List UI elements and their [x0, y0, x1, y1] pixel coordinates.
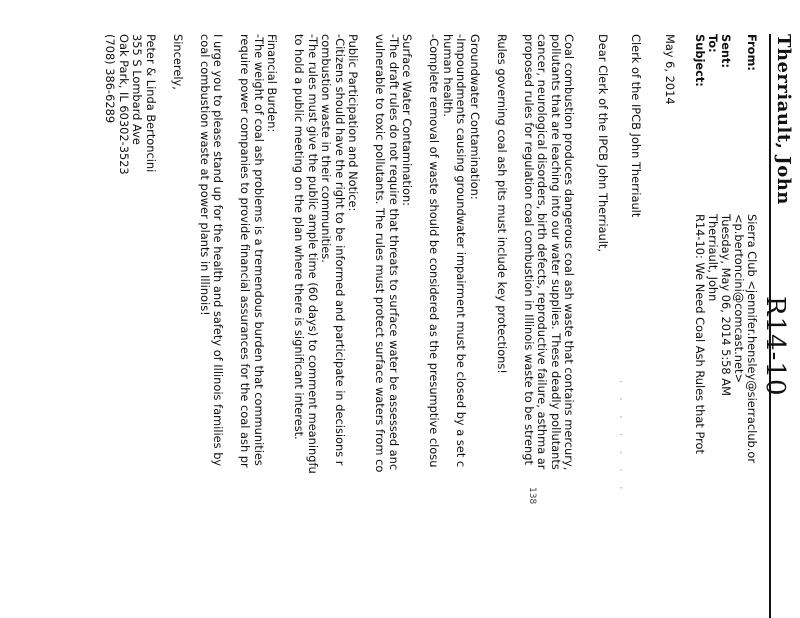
closing-line: I urge you to please stand up for the health and safety of Illinois families by [211, 34, 226, 467]
intro-line: cancer, neurological disorders, birth defects, reproductive failure, asthma ar [535, 34, 550, 470]
signoff: Sincerely, [171, 34, 185, 90]
scan-artifact-dots: · · · · · · · [615, 380, 625, 496]
from-row [745, 34, 758, 618]
financial-line: require power companies to provide financial assurances for the coal ash pr [238, 34, 253, 468]
signature-city: Oak Park, IL 60302-3523 [117, 34, 131, 175]
surface-water-line: -The draft rules do not require that threats to surface water be assessed anc [387, 34, 401, 471]
groundwater-line: -Impoundments causing groundwater impairment must be closed by a set c [454, 34, 469, 468]
subject-value: R14-10: We Need Coal Ash Rules that Prot [693, 214, 707, 454]
intro-line: Coal combustion produces dangerous coal ash waste that contains mercury, [562, 34, 577, 471]
participation-line: -Citizens should have the right to be informed and participate in decisions r [333, 34, 347, 466]
sent-label: Sent: [719, 34, 733, 69]
page-number: 138 [527, 487, 537, 505]
from-row-continued [732, 34, 745, 618]
to-row [706, 34, 719, 618]
from-label: From: [745, 34, 759, 71]
intro-line: proposed rules for regulation coal combustion in Illinois waste to be strengt [522, 34, 536, 465]
surface-water-section [373, 34, 414, 618]
letter-salutation: Dear Clerk of the IPCB John Therriault, [596, 34, 610, 252]
closing-paragraph [198, 34, 225, 618]
subject-label: Subject: [693, 34, 707, 87]
header-name: Therriault, John [773, 34, 794, 205]
financial-heading: Financial Burden: [265, 34, 280, 133]
letter-date: May 6, 2014 [663, 34, 677, 105]
intro-paragraph [522, 34, 576, 618]
document-number: R14-10 [760, 296, 790, 397]
groundwater-line: -Complete removal of waste should be considered as the presumptive closu [427, 34, 442, 468]
participation-section [292, 34, 360, 618]
participation-heading: Public Participation and Notice: [346, 34, 361, 212]
participation-line: -The rules must give the public ample time (60 days) to comment meaningfu [306, 34, 320, 474]
surface-water-line: vulnerable to toxic pollutants. The rules must protect surface waters from co [373, 34, 388, 473]
letter-body [103, 34, 676, 618]
from-value-email: <p.bertoncini@comcast.net> [732, 214, 746, 384]
closing-line: coal combustion waste at power plants in Illinois! [198, 34, 212, 316]
sent-row [719, 34, 732, 618]
subject-row [693, 34, 706, 618]
signature-phone: (708) 386-6289 [103, 34, 118, 124]
letter-recipient: Clerk of the IPCB John Therriault [629, 34, 644, 218]
financial-line: -The weight of coal ash problems is a tremendous burden that communities [252, 34, 266, 466]
participation-line: combustion waste in their communities. [319, 34, 334, 263]
to-value: Therriault, John [706, 214, 720, 302]
to-label: To: [706, 34, 720, 53]
signature-block [103, 34, 157, 618]
groundwater-line: human health. [441, 34, 455, 118]
sent-value: Tuesday, May 06, 2014 5:58 AM [719, 214, 733, 396]
from-value: Sierra Club <jennifer.hensley@sierraclub.or [745, 214, 759, 464]
groundwater-section [427, 34, 481, 618]
groundwater-heading: Groundwater Contamination: [468, 34, 482, 200]
surface-water-heading: Surface Water Contamination: [400, 34, 415, 207]
financial-section [238, 34, 279, 618]
signature-name: Peter & Linda Bertoncini [144, 34, 158, 173]
signature-address: 355 S Lombard Ave [130, 34, 145, 145]
email-header-block [693, 34, 758, 618]
intro-line: pollutants that are leaching into our water supplies. These deadly pollutants [549, 34, 563, 470]
rules-line: Rules governing coal ash pits must include key protections! [495, 34, 509, 374]
participation-line: to hold a public meeting on the plan where there is significant interest. [292, 34, 307, 440]
